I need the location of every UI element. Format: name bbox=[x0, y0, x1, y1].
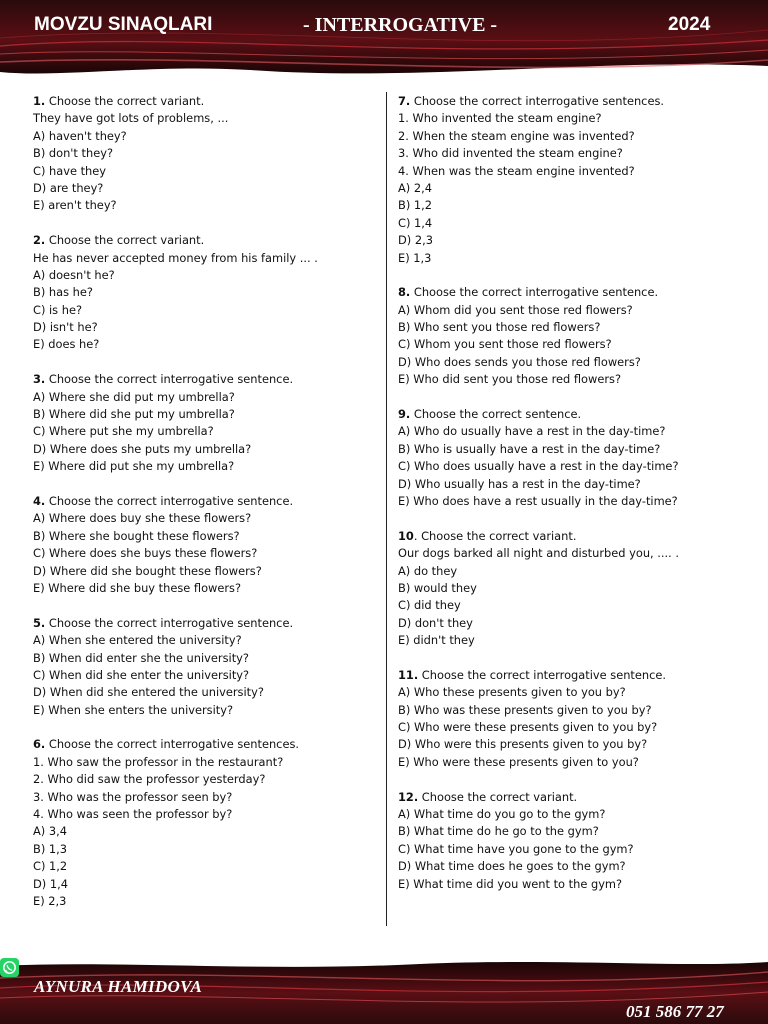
question-line: E) When she enters the university? bbox=[33, 702, 234, 717]
question-line: D) 1,4 bbox=[33, 876, 68, 891]
question-instruction: Choose the correct interrogative sentences. bbox=[410, 94, 665, 108]
question-heading bbox=[33, 232, 378, 249]
question-line: E) Where did put she my umbrella? bbox=[33, 459, 235, 474]
question-line: 4. When was the steam engine invented? bbox=[398, 163, 635, 178]
question-number: 2. bbox=[33, 233, 46, 248]
question-line: A) doesn't he? bbox=[33, 267, 115, 282]
question-line: D) are they? bbox=[33, 180, 104, 195]
question-line: E) What time did you went to the gym? bbox=[398, 876, 623, 891]
question-line: B) Who was these presents given to you by? bbox=[398, 702, 652, 717]
question-heading bbox=[398, 528, 758, 545]
question-line: He has never accepted money from his family ... . bbox=[33, 250, 318, 265]
question-heading bbox=[398, 406, 758, 423]
question-line: D) Who usually has a rest in the day-time? bbox=[398, 476, 641, 491]
question-line: E) aren't they? bbox=[33, 198, 117, 213]
question-heading bbox=[33, 371, 378, 388]
question-line: B) Where did she put my umbrella? bbox=[33, 407, 235, 422]
question-line: C) 1,4 bbox=[398, 215, 433, 230]
question-line: C) Where does she buys these flowers? bbox=[33, 546, 258, 561]
question-line: D) What time does he goes to the gym? bbox=[398, 859, 626, 874]
question-line: A) do they bbox=[398, 563, 458, 578]
question-number: 5. bbox=[33, 615, 46, 630]
question-line: 2. Who did saw the professor yesterday? bbox=[33, 772, 266, 787]
question-line: A) haven't they? bbox=[33, 128, 127, 143]
header-decoration bbox=[0, 0, 768, 84]
question-heading bbox=[33, 493, 378, 510]
question-heading bbox=[33, 615, 378, 632]
question-instruction: Choose the correct interrogative sentence. bbox=[45, 372, 294, 387]
question-line: B) What time do he go to the gym? bbox=[398, 824, 599, 839]
question-line: E) does he? bbox=[33, 337, 100, 352]
question-instruction: Choose the correct variant. bbox=[45, 233, 205, 248]
question-instruction: Choose the correct interrogative sentence. bbox=[45, 493, 294, 508]
question-number: 4. bbox=[33, 493, 46, 508]
question-line: D) When did she entered the university? bbox=[33, 685, 264, 700]
question-heading bbox=[398, 667, 758, 684]
question-line: B) would they bbox=[398, 580, 477, 595]
footer-banner bbox=[0, 958, 768, 1024]
question-line: A) What time do you go to the gym? bbox=[398, 807, 606, 822]
question-line: D) don't they bbox=[398, 615, 473, 630]
question-line: A) Who these presents given to you by? bbox=[398, 685, 626, 700]
question-5 bbox=[33, 615, 378, 719]
question-number: 9. bbox=[398, 407, 411, 422]
question-line: D) 2,3 bbox=[398, 233, 433, 248]
question-heading bbox=[33, 736, 378, 753]
question-instruction: Choose the correct interrogative sentences. bbox=[45, 737, 300, 752]
question-line: E) 2,3 bbox=[33, 893, 67, 908]
question-line: E) Who did sent you those red flowers? bbox=[398, 372, 622, 387]
question-line: B) Who sent you those red flowers? bbox=[398, 320, 601, 335]
question-line: A) When she entered the university? bbox=[33, 633, 242, 648]
question-line: C) have they bbox=[33, 163, 107, 178]
header-topic: - INTERROGATIVE - bbox=[303, 14, 498, 36]
question-line: 3. Who was the professor seen by? bbox=[33, 789, 233, 804]
question-line: B) 1,3 bbox=[33, 841, 67, 856]
question-line: E) didn't they bbox=[398, 633, 475, 648]
header-year: 2024 bbox=[668, 14, 711, 35]
question-line: C) 1,2 bbox=[33, 859, 68, 874]
question-instruction: Choose the correct interrogative sentence. bbox=[418, 667, 666, 682]
question-heading bbox=[398, 789, 758, 806]
question-4 bbox=[33, 493, 378, 597]
question-line: C) Whom you sent those red flowers? bbox=[398, 337, 612, 352]
question-number: 6. bbox=[33, 737, 46, 752]
question-instruction: Choose the correct sentence. bbox=[410, 407, 582, 422]
question-line: E) Who were these presents given to you? bbox=[398, 754, 639, 769]
left-column bbox=[33, 93, 378, 928]
question-line: B) don't they? bbox=[33, 146, 113, 161]
question-line: C) is he? bbox=[33, 302, 83, 317]
header-title: MOVZU SINAQLARI bbox=[34, 14, 213, 35]
question-number: 8. bbox=[398, 285, 411, 300]
question-line: C) When did she enter the university? bbox=[33, 667, 250, 682]
question-instruction: Choose the correct variant. bbox=[418, 789, 578, 804]
question-1 bbox=[33, 93, 378, 215]
question-2 bbox=[33, 232, 378, 354]
question-line: D) Who were this presents given to you by? bbox=[398, 737, 648, 752]
question-line: D) Where did she bought these flowers? bbox=[33, 563, 262, 578]
column-divider bbox=[386, 92, 387, 926]
question-line: 2. When the steam engine was invented? bbox=[398, 128, 635, 143]
question-line: 1. Who invented the steam engine? bbox=[398, 111, 602, 126]
question-line: D) isn't he? bbox=[33, 320, 98, 335]
question-number: 12. bbox=[398, 789, 419, 804]
question-heading bbox=[398, 93, 758, 110]
question-line: C) Who were these presents given to you by? bbox=[398, 720, 658, 735]
question-3 bbox=[33, 371, 378, 475]
question-line: A) 3,4 bbox=[33, 824, 67, 839]
question-line: B) When did enter she the university? bbox=[33, 650, 249, 665]
question-instruction: Choose the correct interrogative sentence. bbox=[410, 285, 659, 300]
question-line: C) Who does usually have a rest in the day-time? bbox=[398, 459, 679, 474]
question-line: C) Where put she my umbrella? bbox=[33, 424, 214, 439]
question-number: 3. bbox=[33, 372, 46, 387]
question-line: E) Who does have a rest usually in the day-time? bbox=[398, 493, 678, 508]
question-line: B) 1,2 bbox=[398, 198, 432, 213]
question-10 bbox=[398, 528, 758, 650]
question-number: 11. bbox=[398, 667, 419, 682]
footer-phone: 051 586 77 27 bbox=[626, 1002, 724, 1021]
question-line: 4. Who was seen the professor by? bbox=[33, 807, 233, 822]
question-line: E) Where did she buy these flowers? bbox=[33, 580, 242, 595]
header-banner bbox=[0, 0, 768, 84]
question-number: 7. bbox=[398, 94, 411, 108]
question-12 bbox=[398, 789, 758, 893]
question-line: They have got lots of problems, ... bbox=[33, 111, 229, 126]
footer-author: AYNURA HAMIDOVA bbox=[34, 977, 203, 996]
question-7 bbox=[398, 93, 758, 267]
question-line: A) Whom did you sent those red flowers? bbox=[398, 302, 633, 317]
question-line: C) did they bbox=[398, 598, 461, 613]
question-11 bbox=[398, 667, 758, 771]
question-line: A) 2,4 bbox=[398, 180, 432, 195]
question-line: Our dogs barked all night and disturbed you, .... . bbox=[398, 546, 680, 561]
question-line: B) has he? bbox=[33, 285, 93, 300]
question-heading bbox=[33, 93, 378, 110]
question-number: 1. bbox=[33, 94, 46, 108]
question-line: 1. Who saw the professor in the restaurant? bbox=[33, 754, 284, 769]
question-line: A) Where does buy she these flowers? bbox=[33, 511, 252, 526]
question-heading bbox=[398, 284, 758, 301]
question-line: B) Who is usually have a rest in the day-time? bbox=[398, 441, 661, 456]
question-8 bbox=[398, 284, 758, 388]
question-line: A) Where she did put my umbrella? bbox=[33, 389, 235, 404]
question-number: 10 bbox=[398, 528, 414, 543]
question-line: B) Where she bought these flowers? bbox=[33, 528, 240, 543]
question-line: D) Where does she puts my umbrella? bbox=[33, 441, 252, 456]
question-line: E) 1,3 bbox=[398, 250, 432, 265]
question-line: C) What time have you gone to the gym? bbox=[398, 841, 634, 856]
question-line: D) Who does sends you those red flowers? bbox=[398, 354, 641, 369]
question-instruction: . Choose the correct variant. bbox=[413, 528, 577, 543]
question-6 bbox=[33, 736, 378, 910]
question-instruction: Choose the correct interrogative sentence. bbox=[45, 615, 294, 630]
right-column bbox=[398, 93, 758, 910]
question-instruction: Choose the correct variant. bbox=[45, 94, 205, 108]
question-line: A) Who do usually have a rest in the day-time? bbox=[398, 424, 666, 439]
question-9 bbox=[398, 406, 758, 510]
whatsapp-icon bbox=[0, 958, 19, 977]
question-line: 3. Who did invented the steam engine? bbox=[398, 146, 623, 161]
